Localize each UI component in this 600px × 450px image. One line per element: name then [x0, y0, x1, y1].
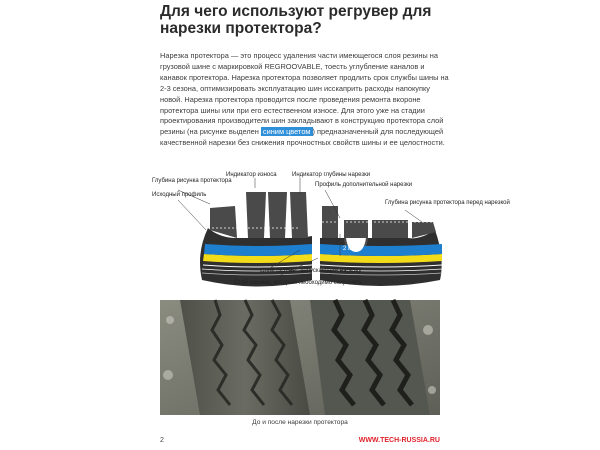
paragraph-text-after: ) предназначенный для последующей качественной нарезки без снижения прочностных свойств шины и ее целостности.	[160, 127, 445, 148]
tire-section-right	[320, 206, 442, 286]
label-wear-indicator: Индикатор износа	[226, 172, 277, 178]
photo-caption: До и после нарезки протектора	[252, 419, 348, 426]
label-groove-indicator: Индикатор глубины нарезки	[292, 172, 371, 178]
site-link[interactable]: WWW.TECH-RUSSIA.RU	[358, 437, 440, 444]
label-measure: 2 мм	[343, 246, 357, 252]
label-depth-before: Глубина рисунка протектора перед нарезкой	[385, 200, 510, 206]
label-extra-profile: Профиль дополнительной нарезки	[315, 182, 413, 188]
paragraph-text-before: Нарезка протектора — это процесс удаления части имеющегося слоя резины на грузовой шине с маркировкой REGROOVABLE, тоесть углубление каналов и канавок протектора. Нарезка протектора позволяет продлить срок службы шины на 2-3 сезона, оптимизировать эксплуатацию шин исскаприть расходы напокупку новой. Нарезка протектора проводится после проведения ремонта вкороне протектора шины или при его естественном износе. Для этого уже на стадии проектирования производители шин закладывают в конструкцию протектора слой резины (на рисунке выделен	[160, 51, 449, 137]
page-number: 2	[160, 437, 164, 444]
tread-photo	[160, 300, 440, 415]
label-layer-allowed: Слой резины, допускающий нарезку	[260, 268, 362, 274]
label-initial-profile: Исходный профиль	[152, 192, 207, 198]
page-title: Для чего используют регрувер для нарезки протектора?	[160, 3, 432, 37]
highlight-blue-text: синим цветом	[262, 127, 311, 137]
intro-paragraph	[160, 51, 450, 149]
label-tread-depth: Глубина рисунка протектора	[152, 178, 232, 184]
tread-diagram	[150, 168, 510, 293]
label-layer-keep: Слой резины, который необходимо сохранить	[234, 280, 363, 286]
